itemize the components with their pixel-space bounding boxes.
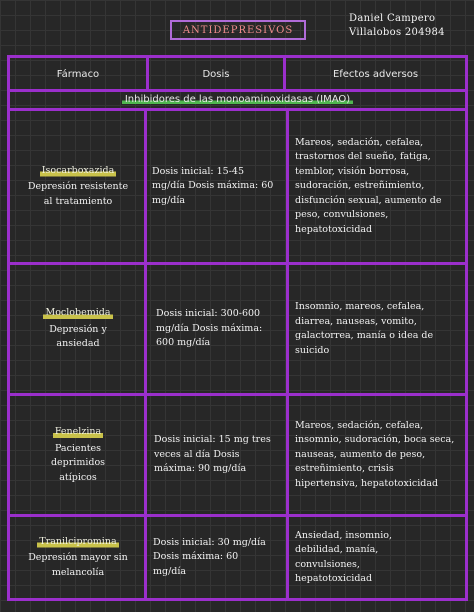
drug-indication: Depresión mayor sin melancolía [28,552,128,578]
page-title [170,20,306,40]
table-row-effects [289,111,463,262]
effects-text: Insomnio, mareos, cefalea, diarrea, nauseas, vomito, galactorrea, manía o idea de suicido [295,301,434,356]
column-header-drug: Fármaco [56,68,100,80]
drug-indication: Pacientes deprimidos atípicos [50,442,106,483]
column-header-dose: Dosis [202,68,230,80]
drug-name: Moclobemida [43,306,112,321]
author-name: Daniel Campero [349,13,436,24]
table-row-dose [147,396,286,514]
page-title-text: ANTIDEPRESIVOS [182,24,294,36]
column-header-effects: Efectos adversos [332,68,419,80]
table-row-dose [147,265,286,393]
table-row-drug [12,111,144,262]
table-row-effects [289,517,463,598]
dose-text: Dosis inicial: 15-45 mg/día Dosis máxima: 60 mg/día [152,165,274,206]
table-row-dose [147,111,286,262]
drug-indication: Depresión y ansiedad [49,323,107,350]
section-title: Inhibidores de las monoaminoxidasas (IMAO) [10,91,465,109]
effects-text: Mareos, sedación, cefalea, insomnio, sudoración, boca seca, nauseas, aumento de peso, estreñimiento, crisis hipertensiva, hepatotoxicidad [295,419,455,489]
drug-name: Isocarboxazida [40,164,116,179]
table-row-dose [147,517,286,598]
table-row-effects [289,265,463,393]
table-row-effects [289,396,463,514]
dose-text: Dosis inicial: 30 mg/día Dosis máxima: 60 mg/día [153,536,266,577]
table-row-drug [12,265,144,393]
table-row-drug [12,517,144,598]
drug-name: Fenelzina [53,425,103,440]
author-block [349,12,469,40]
drug-indication: Depresión resistente al tratamiento [27,181,129,207]
table-row-drug [12,396,144,514]
dose-text: Dosis inicial: 15 mg tres veces al día Dosis máxima: 90 mg/día [154,434,271,475]
dose-text: Dosis inicial: 300-600 mg/día Dosis máxima: 600 mg/día [156,308,263,349]
drug-name: Tranilcipromina [37,535,118,550]
effects-text: Mareos, sedación, cefalea, trastornos del sueño, fatiga, temblor, visión borrosa, sudoración, estreñimiento, disfunción sexual, aumento de peso, convulsiones, hepatotoxicidad [295,136,442,235]
author-surname-id: Villalobos 204984 [349,27,445,38]
effects-text: Ansiedad, insomnio, debilidad, manía, convulsiones, hepatotoxicidad [295,529,393,584]
